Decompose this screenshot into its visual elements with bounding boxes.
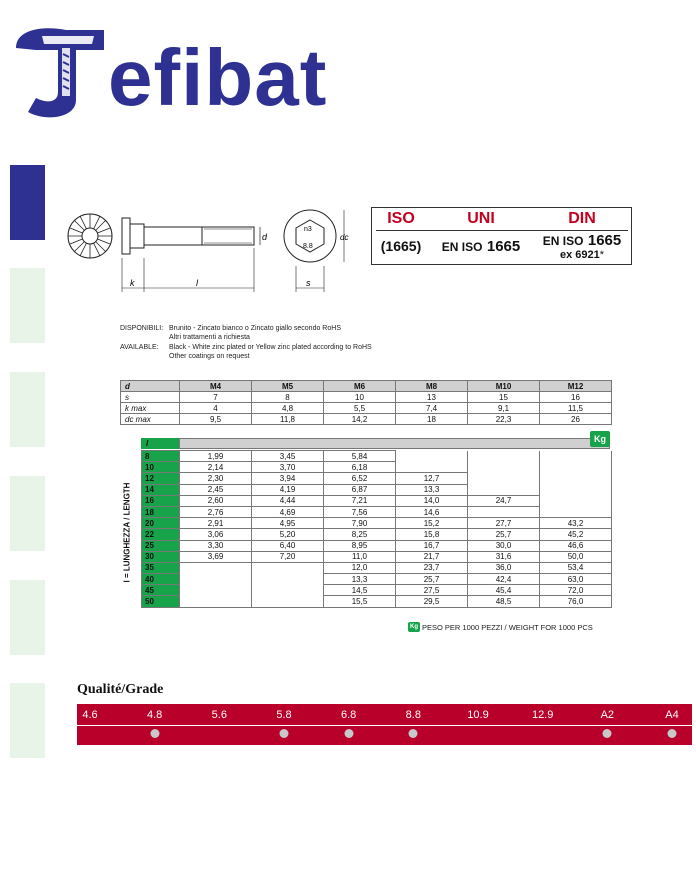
weight-cell: 12,7: [396, 473, 468, 484]
weight-cell: [396, 462, 468, 473]
length-header-label: l: [146, 439, 149, 448]
table-row: [142, 495, 612, 506]
weight-cell: [396, 451, 468, 462]
weight-table: [141, 450, 612, 608]
weight-cell: 4,19: [252, 484, 324, 495]
weight-cell: 2,14: [180, 462, 252, 473]
sidebar-tab-4[interactable]: [10, 476, 45, 551]
flange-side-icon: [68, 214, 112, 258]
weight-cell: 29,5: [396, 596, 468, 607]
weight-cell: 14,0: [396, 495, 468, 506]
std-uni-prefix: EN ISO: [441, 240, 483, 254]
dimension-table: [120, 380, 612, 425]
grade-available-dot: [344, 729, 353, 738]
size-col: M6: [324, 381, 396, 392]
row-label: dc max: [121, 414, 180, 425]
length-cell: 30: [142, 551, 180, 562]
weight-cell: [252, 585, 324, 596]
dim-d-header: d: [121, 381, 180, 392]
weight-cell: 1,99: [180, 451, 252, 462]
weight-cell: 3,69: [180, 551, 252, 562]
length-cell: 40: [142, 574, 180, 585]
weight-cell: 27,5: [396, 585, 468, 596]
kg-badge: Kg: [590, 431, 610, 447]
sidebar-tab-6[interactable]: [10, 683, 45, 758]
avail-it-label: DISPONIBILI:: [120, 325, 164, 332]
weight-cell: [180, 585, 252, 596]
grade-available-dot: [150, 729, 159, 738]
grade-label: A2: [600, 709, 615, 721]
weight-cell: 15,2: [396, 518, 468, 529]
grade-label: 6.8: [341, 709, 357, 721]
length-cell: 20: [142, 518, 180, 529]
cell: 26: [540, 414, 612, 425]
weight-cell: 7,56: [324, 506, 396, 517]
weight-cell: 2,60: [180, 495, 252, 506]
weight-cell: 4,69: [252, 506, 324, 517]
weight-cell: 23,7: [396, 562, 468, 573]
weight-cell: 31,6: [468, 551, 540, 562]
grade-label: 5.6: [211, 709, 227, 721]
weight-cell: 46,6: [540, 540, 612, 551]
weight-cell: 14,5: [324, 585, 396, 596]
std-header-iso: ISO: [387, 210, 415, 227]
weight-cell: [468, 484, 540, 495]
weight-cell: [180, 574, 252, 585]
weight-cell: 25,7: [396, 574, 468, 585]
size-col: M10: [468, 381, 540, 392]
std-uni-number: 1665: [486, 238, 521, 255]
weight-cell: [252, 596, 324, 607]
table-row: [142, 484, 612, 495]
weight-cell: 2,76: [180, 506, 252, 517]
grade-label: A4: [665, 709, 679, 721]
weight-cell: 7,90: [324, 518, 396, 529]
hex-bottom-mark: 8.8: [303, 243, 313, 250]
weight-cell: 3,94: [252, 473, 324, 484]
length-cell: 16: [142, 495, 180, 506]
weight-cell: 48,5: [468, 596, 540, 607]
weight-cell: [180, 596, 252, 607]
sidebar-tab-1[interactable]: [10, 165, 45, 240]
weight-cell: 43,2: [540, 518, 612, 529]
weight-cell: 14,6: [396, 506, 468, 517]
weight-cell: 50,0: [540, 551, 612, 562]
std-din-ex: ex 6921: [559, 249, 600, 261]
weight-cell: [540, 495, 612, 506]
weight-cell: 11,0: [324, 551, 396, 562]
dim-k-label: k: [130, 278, 135, 288]
table-row: [142, 518, 612, 529]
table-row: [142, 451, 612, 462]
table-row: [142, 540, 612, 551]
table-row: [142, 462, 612, 473]
length-cell: 12: [142, 473, 180, 484]
weight-cell: 7,20: [252, 551, 324, 562]
grade-label: 8.8: [405, 709, 421, 721]
length-cell: 10: [142, 462, 180, 473]
weight-cell: 2,30: [180, 473, 252, 484]
weight-cell: 53,4: [540, 562, 612, 573]
cell: 11,5: [540, 403, 612, 414]
std-header-din: DIN: [568, 210, 596, 227]
weight-cell: 3,30: [180, 540, 252, 551]
table-row: [142, 596, 612, 607]
weight-cell: [252, 574, 324, 585]
weight-cell: 45,2: [540, 529, 612, 540]
row-label: s: [121, 392, 180, 403]
table-row: [142, 574, 612, 585]
hex-top-mark: n3: [304, 226, 312, 233]
weight-cell: [252, 562, 324, 573]
length-cell: 50: [142, 596, 180, 607]
weight-cell: 3,06: [180, 529, 252, 540]
weight-cell: 6,18: [324, 462, 396, 473]
weight-cell: 15,5: [324, 596, 396, 607]
weight-cell: 4,44: [252, 495, 324, 506]
cell: 5,5: [324, 403, 396, 414]
sidebar-tab-2[interactable]: [10, 268, 45, 343]
avail-en-line1: Black - White zinc plated or Yellow zinc plated according to RoHS: [169, 344, 372, 351]
bolt-drawing: [62, 200, 362, 300]
weight-cell: 6,87: [324, 484, 396, 495]
cell: 4,8: [252, 403, 324, 414]
grade-label: 4.6: [82, 709, 98, 721]
cell: 7: [180, 392, 252, 403]
table-row: [121, 414, 612, 425]
weight-cell: [540, 473, 612, 484]
length-axis-text: l = LUNGHEZZA / LENGTH: [122, 482, 132, 583]
cell: 10: [324, 392, 396, 403]
length-cell: 22: [142, 529, 180, 540]
avail-en-label: AVAILABLE:: [120, 344, 159, 351]
grade-available-dot: [668, 729, 677, 738]
weight-cell: 5,84: [324, 451, 396, 462]
size-col: M5: [252, 381, 324, 392]
cell: 22,3: [468, 414, 540, 425]
weight-cell: 8,95: [324, 540, 396, 551]
weight-cell: 30,0: [468, 540, 540, 551]
weight-cell: 6,40: [252, 540, 324, 551]
weight-cell: 42,4: [468, 574, 540, 585]
weight-cell: 4,95: [252, 518, 324, 529]
avail-it-line2: Altri trattamenti a richiesta: [169, 334, 250, 341]
brand-name: efibat: [108, 33, 328, 122]
length-cell: 35: [142, 562, 180, 573]
dim-d-label: d: [262, 232, 268, 242]
avail-it-line1: Brunito - Zincato bianco o Zincato giallo secondo RoHS: [169, 325, 341, 332]
dimension-header-row: [121, 381, 612, 392]
weight-cell: 13,3: [324, 574, 396, 585]
weight-cell: 36,0: [468, 562, 540, 573]
cell: 13: [396, 392, 468, 403]
sidebar-tab-3[interactable]: [10, 372, 45, 447]
standards-table: [371, 207, 632, 265]
weight-cell: [540, 484, 612, 495]
grade-label: 10.9: [467, 709, 489, 721]
table-row: [142, 585, 612, 596]
cell: 9,1: [468, 403, 540, 414]
length-cell: 8: [142, 451, 180, 462]
weight-cell: [468, 473, 540, 484]
grade-label: 12.9: [531, 709, 554, 721]
weight-cell: 16,7: [396, 540, 468, 551]
cell: 8: [252, 392, 324, 403]
weight-cell: 3,45: [252, 451, 324, 462]
cell: 14,2: [324, 414, 396, 425]
cell: 15: [468, 392, 540, 403]
dim-s-label: s: [306, 278, 311, 288]
cell: 9,5: [180, 414, 252, 425]
weight-cell: 76,0: [540, 596, 612, 607]
size-col: M8: [396, 381, 468, 392]
table-row: [142, 562, 612, 573]
length-cell: 18: [142, 506, 180, 517]
table-row: [142, 551, 612, 562]
weight-cell: 25,7: [468, 529, 540, 540]
table-row: [121, 392, 612, 403]
length-cell: 45: [142, 585, 180, 596]
size-col: M4: [180, 381, 252, 392]
cell: 11,8: [252, 414, 324, 425]
grade-available-dot: [280, 729, 289, 738]
std-iso-value: (1665): [380, 238, 422, 254]
std-header-uni: UNI: [467, 210, 495, 227]
grade-title: Qualité/Grade: [77, 682, 164, 697]
std-din-prefix: EN ISO: [542, 234, 584, 248]
weight-cell: 7,21: [324, 495, 396, 506]
weight-cell: [540, 506, 612, 517]
weight-cell: 12,0: [324, 562, 396, 573]
hex-head-icon: [284, 210, 336, 262]
cell: 4: [180, 403, 252, 414]
table-row: [142, 529, 612, 540]
weight-cell: 6,52: [324, 473, 396, 484]
weight-cell: 72,0: [540, 585, 612, 596]
weight-cell: [468, 451, 540, 462]
weight-cell: 63,0: [540, 574, 612, 585]
cell: 7,4: [396, 403, 468, 414]
weight-cell: 15,8: [396, 529, 468, 540]
weight-cell: 3,70: [252, 462, 324, 473]
cell: 16: [540, 392, 612, 403]
grade-label: 5.8: [276, 709, 292, 721]
weight-cell: 21,7: [396, 551, 468, 562]
std-din-number: 1665: [587, 232, 622, 249]
weight-cell: 13,3: [396, 484, 468, 495]
logo-mark-icon: [6, 14, 110, 120]
dim-dc-label: dc: [340, 233, 349, 242]
row-label: k max: [121, 403, 180, 414]
std-din-star: *: [599, 249, 605, 261]
table-row: [121, 403, 612, 414]
bolt-profile-icon: [122, 218, 254, 254]
cell: 18: [396, 414, 468, 425]
length-cell: 25: [142, 540, 180, 551]
weight-note: PESO PER 1000 PEZZI / WEIGHT FOR 1000 PCS: [422, 623, 593, 632]
weight-cell: 8,25: [324, 529, 396, 540]
dim-l-label: l: [196, 278, 198, 288]
table-row: [142, 473, 612, 484]
weight-cell: 2,45: [180, 484, 252, 495]
size-col: M12: [540, 381, 612, 392]
weight-cell: [540, 451, 612, 462]
grade-available-dot: [409, 729, 418, 738]
grade-dot-bar: [77, 726, 692, 745]
length-cell: 14: [142, 484, 180, 495]
length-header-grey: [179, 438, 610, 449]
weight-cell: 5,20: [252, 529, 324, 540]
weight-cell: [468, 506, 540, 517]
table-row: [142, 506, 612, 517]
weight-cell: [180, 562, 252, 573]
weight-cell: 2,91: [180, 518, 252, 529]
grade-available-dot: [603, 729, 612, 738]
weight-cell: 45,4: [468, 585, 540, 596]
weight-cell: 24,7: [468, 495, 540, 506]
weight-cell: [540, 462, 612, 473]
sidebar-tab-5[interactable]: [10, 580, 45, 655]
length-axis-label: [116, 450, 138, 615]
weight-cell: [468, 462, 540, 473]
avail-en-line2: Other coatings on request: [169, 353, 250, 360]
grade-label: 4.8: [147, 709, 163, 721]
weight-cell: 27,7: [468, 518, 540, 529]
kg-note-icon: Kg: [410, 624, 418, 630]
